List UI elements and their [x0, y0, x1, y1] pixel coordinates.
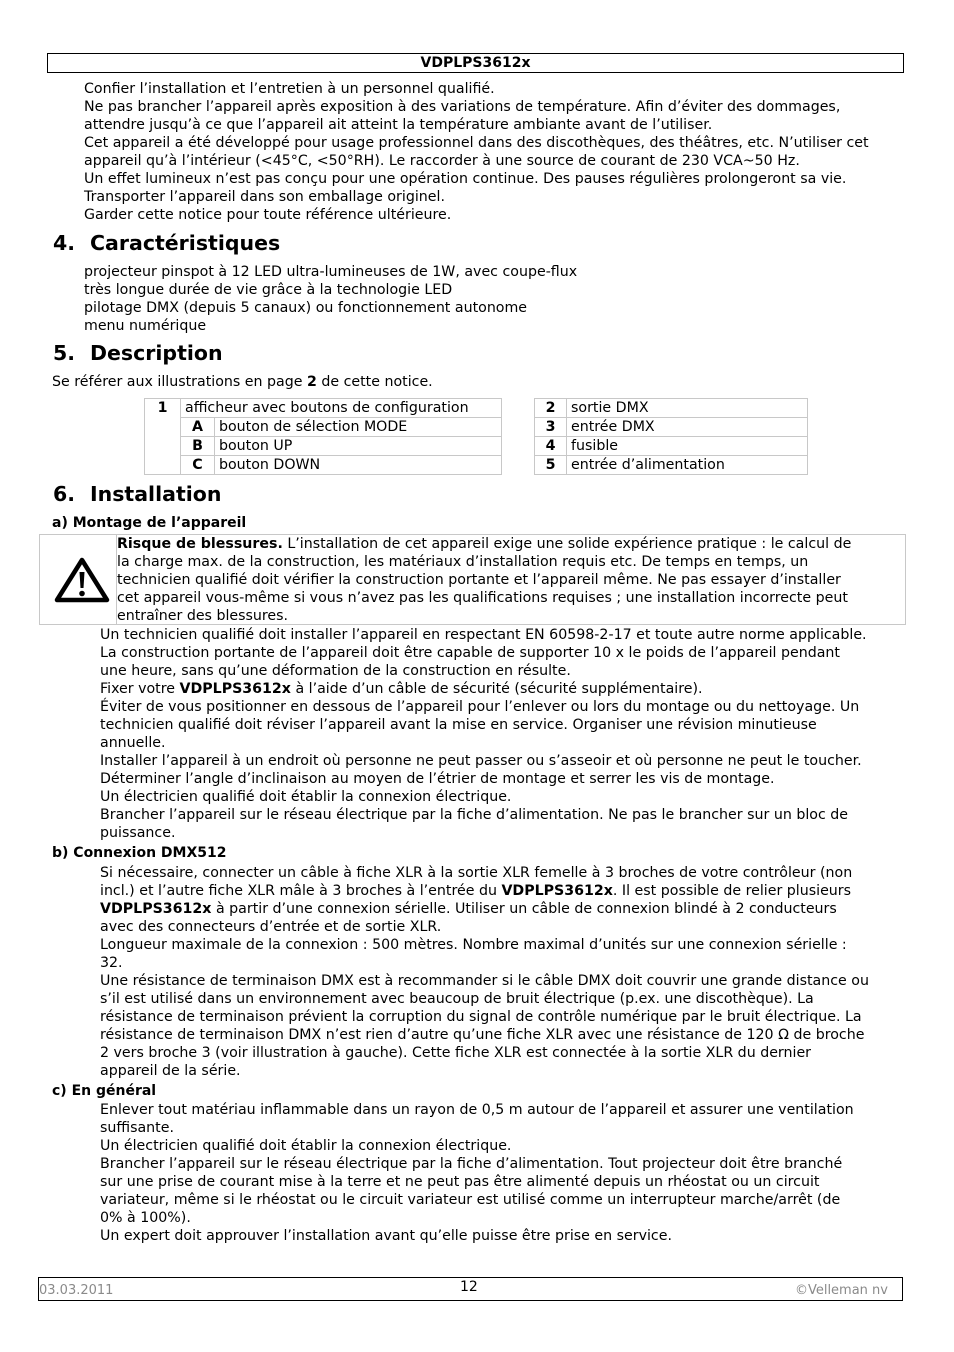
- text-line: Éviter de vous positionner en dessous de l’appareil pour l’enlever ou lors du montage ou du nettoyage. Un: [100, 699, 860, 715]
- text-line: [100, 882, 869, 900]
- cell-num: 2: [535, 399, 567, 418]
- intro-line: Ne pas brancher l’appareil après exposition à des variations de température. Afin d’éviter des dommages,: [84, 99, 841, 115]
- text-line: résistance de terminaison DMX n’est rien d’autre qu’une fiche XLR avec une résistance de 120 Ω de broche: [100, 1027, 865, 1043]
- table-row: [145, 437, 502, 456]
- text-line: Un expert doit approuver l’installation avant qu’elle puisse être prise en service.: [100, 1228, 672, 1244]
- feature-item: très longue durée de vie grâce à la technologie LED: [84, 282, 453, 298]
- feature-item: pilotage DMX (depuis 5 canaux) ou fonctionnement autonome: [84, 300, 528, 316]
- text-line: Longueur maximale de la connexion : 500 mètres. Nombre maximal d’unités sur une connexion sérielle :: [100, 937, 847, 953]
- intro-line: Transporter l’appareil dans son emballage originel.: [84, 189, 445, 205]
- warning-box: [39, 534, 906, 625]
- description-table-right: [534, 398, 808, 475]
- feature-item: projecteur pinspot à 12 LED ultra-lumineuses de 1W, avec coupe-flux: [84, 264, 578, 280]
- section-number: 5.: [53, 341, 76, 365]
- cell-label: afficheur avec boutons de configuration: [181, 399, 502, 418]
- model-name: VDPLPS3612x: [179, 681, 291, 697]
- section-number: 4.: [53, 231, 76, 255]
- section-4-heading: [53, 231, 280, 255]
- text-line: s’il est utilisé dans un environnement avec beaucoup de bruit électrique (p.ex. une discothèque). La: [100, 991, 814, 1007]
- text-line: technicien qualifié doit réviser l’appareil avant la mise en service. Organiser une révision minutieuse: [100, 717, 817, 733]
- section-6-heading: [53, 482, 221, 506]
- page-ref: 2: [306, 374, 317, 390]
- cell-num: 3: [535, 418, 567, 437]
- warning-triangle-icon: [54, 557, 110, 603]
- text-line: Installer l’appareil à un endroit où personne ne peut passer ou s’asseoir et où personne ne peut le toucher.: [100, 753, 862, 769]
- text: à l’aide d’un câble de sécurité (sécurité supplémentaire).: [290, 681, 703, 697]
- warning-line: la charge max. de la construction, les matériaux d’installation requis etc. De temps en temps, un: [117, 554, 809, 570]
- section-5-heading: [53, 341, 223, 365]
- footer-copyright: ©Velleman nv: [794, 1283, 888, 1298]
- cell-label: bouton DOWN: [215, 456, 502, 475]
- text-line: puissance.: [100, 825, 176, 841]
- text-line: Une résistance de terminaison DMX est à recommander si le câble DMX doit couvrir une grande distance ou: [100, 973, 869, 989]
- text-line: [100, 900, 869, 918]
- text-line: résistance de terminaison prévient la corruption du signal de contrôle numérique par le bruit électrique. La: [100, 1009, 862, 1025]
- text: incl.) et l’autre fiche XLR mâle à 3 broches à l’entrée du: [100, 883, 502, 899]
- warning-line: [117, 535, 851, 553]
- table-row: [145, 456, 502, 475]
- section-title: Caractéristiques: [90, 231, 281, 255]
- cell-label: bouton de sélection MODE: [215, 418, 502, 437]
- warning-icon-cell: [40, 535, 117, 624]
- text-line: suffisante.: [100, 1120, 174, 1136]
- text-line: Enlever tout matériau inflammable dans un rayon de 0,5 m autour de l’appareil et assurer une ventilation: [100, 1102, 854, 1118]
- warning-line: entraîner des blessures.: [117, 608, 289, 624]
- footer-date: 03.03.2011: [39, 1283, 114, 1298]
- text-line: 0% à 100%).: [100, 1210, 191, 1226]
- section-title: Installation: [90, 482, 222, 506]
- cell-key: C: [181, 456, 215, 475]
- cell-num: 1: [145, 399, 181, 475]
- text: à partir d’une connexion sérielle. Utiliser un câble de connexion blindé à 2 conducteurs: [211, 901, 837, 917]
- cell-label: entrée d’alimentation: [567, 456, 808, 475]
- header-title: VDPLPS3612x: [420, 55, 531, 71]
- intro-line: attendre jusqu’à ce que l’appareil ait atteint la température ambiante avant de l’utiliser.: [84, 117, 713, 133]
- subsection-c-title: c) En général: [52, 1083, 157, 1099]
- text: Se référer aux illustrations en page: [52, 374, 307, 390]
- text-line: Un électricien qualifié doit établir la connexion électrique.: [100, 1138, 512, 1154]
- subsection-b-title: b) Connexion DMX512: [52, 845, 227, 861]
- description-table-left: [144, 398, 502, 475]
- general-instructions: [100, 1101, 854, 1245]
- cell-label: entrée DMX: [567, 418, 808, 437]
- text: Fixer votre: [100, 681, 180, 697]
- cell-label: sortie DMX: [567, 399, 808, 418]
- text-line: Un technicien qualifié doit installer l’appareil en respectant EN 60598-2-17 et toute autre norme applicable.: [100, 627, 867, 643]
- cell-num: 4: [535, 437, 567, 456]
- table-row: [535, 418, 808, 437]
- text-line: annuelle.: [100, 735, 166, 751]
- text-line: Brancher l’appareil sur le réseau électrique par la fiche d’alimentation. Ne pas le brancher sur un bloc de: [100, 807, 849, 823]
- intro-line: Cet appareil a été développé pour usage professionnel dans des discothèques, des théâtres, etc. N’utiliser cet: [84, 135, 869, 151]
- subsection-a-title: a) Montage de l’appareil: [52, 515, 247, 531]
- text-line: Déterminer l’angle d’inclinaison au moyen de l’étrier de montage et serrer les vis de montage.: [100, 771, 775, 787]
- text-line: Brancher l’appareil sur le réseau électrique par la fiche d’alimentation. Tout projecteur doit être branché: [100, 1156, 843, 1172]
- intro-line: Confier l’installation et l’entretien à un personnel qualifié.: [84, 81, 495, 97]
- text: L’installation de cet appareil exige une solide expérience pratique : le calcul de: [282, 536, 852, 552]
- feature-item: menu numérique: [84, 318, 207, 334]
- warning-line: technicien qualifié doit vérifier la construction portante et l’appareil même. Ne pas essayer d’installer: [117, 572, 841, 588]
- warning-label: Risque de blessures.: [117, 536, 283, 552]
- text-line: sur une prise de courant mise à la terre et ne peut pas être alimenté depuis un rhéostat ou un circuit: [100, 1174, 820, 1190]
- dmx-instructions: [100, 864, 869, 1080]
- intro-lines: [84, 80, 869, 224]
- text-line: La construction portante de l’appareil doit être capable de supporter 10 x le poids de l’appareil pendant: [100, 645, 840, 661]
- page-footer: [38, 1277, 903, 1301]
- text-line: appareil de la série.: [100, 1063, 241, 1079]
- table-row: [535, 456, 808, 475]
- table-row: [535, 399, 808, 418]
- text-line: [100, 680, 867, 698]
- text-line: Si nécessaire, connecter un câble à fiche XLR à la sortie XLR femelle à 3 broches de votre contrôleur (non: [100, 865, 853, 881]
- cell-num: 5: [535, 456, 567, 475]
- cell-key: B: [181, 437, 215, 456]
- model-name: VDPLPS3612x: [501, 883, 613, 899]
- model-name: VDPLPS3612x: [100, 901, 212, 917]
- document-header: [47, 53, 904, 73]
- text-line: une heure, sans qu’une déformation de la construction en résulte.: [100, 663, 571, 679]
- table-row: [535, 437, 808, 456]
- intro-line: appareil qu’à l’intérieur (<45°C, <50°RH). Le raccorder à une source de courant de 230 VCA~50 Hz.: [84, 153, 800, 169]
- intro-line: Garder cette notice pour toute référence ultérieure.: [84, 207, 452, 223]
- cell-label: bouton UP: [215, 437, 502, 456]
- text-line: 32.: [100, 955, 123, 971]
- cell-label: fusible: [567, 437, 808, 456]
- page-number: 12: [460, 1279, 478, 1295]
- text-line: variateur, même si le rhéostat ou le circuit variateur est utilisé comme un interrupteur marche/arrêt (de: [100, 1192, 841, 1208]
- description-intro: [52, 373, 433, 391]
- text-line: Un électricien qualifié doit établir la connexion électrique.: [100, 789, 512, 805]
- table-row: [145, 418, 502, 437]
- text: . Il est possible de relier plusieurs: [612, 883, 852, 899]
- intro-line: Un effet lumineux n’est pas conçu pour une opération continue. Des pauses régulières prolongeront sa vie.: [84, 171, 847, 187]
- text-line: avec des connecteurs d’entrée et de sortie XLR.: [100, 919, 442, 935]
- mounting-instructions: [100, 626, 867, 842]
- table-row: [145, 399, 502, 418]
- warning-line: cet appareil vous-même si vous n’avez pas les qualifications requises ; une installation incorrecte peut: [117, 590, 848, 606]
- text-line: 2 vers broche 3 (voir illustration à gauche). Cette fiche XLR est connectée à la sortie XLR du dernier: [100, 1045, 812, 1061]
- cell-key: A: [181, 418, 215, 437]
- text: de cette notice.: [316, 374, 433, 390]
- section-title: Description: [90, 341, 223, 365]
- features-list: [84, 263, 577, 335]
- warning-text: [117, 535, 851, 625]
- section-number: 6.: [53, 482, 76, 506]
